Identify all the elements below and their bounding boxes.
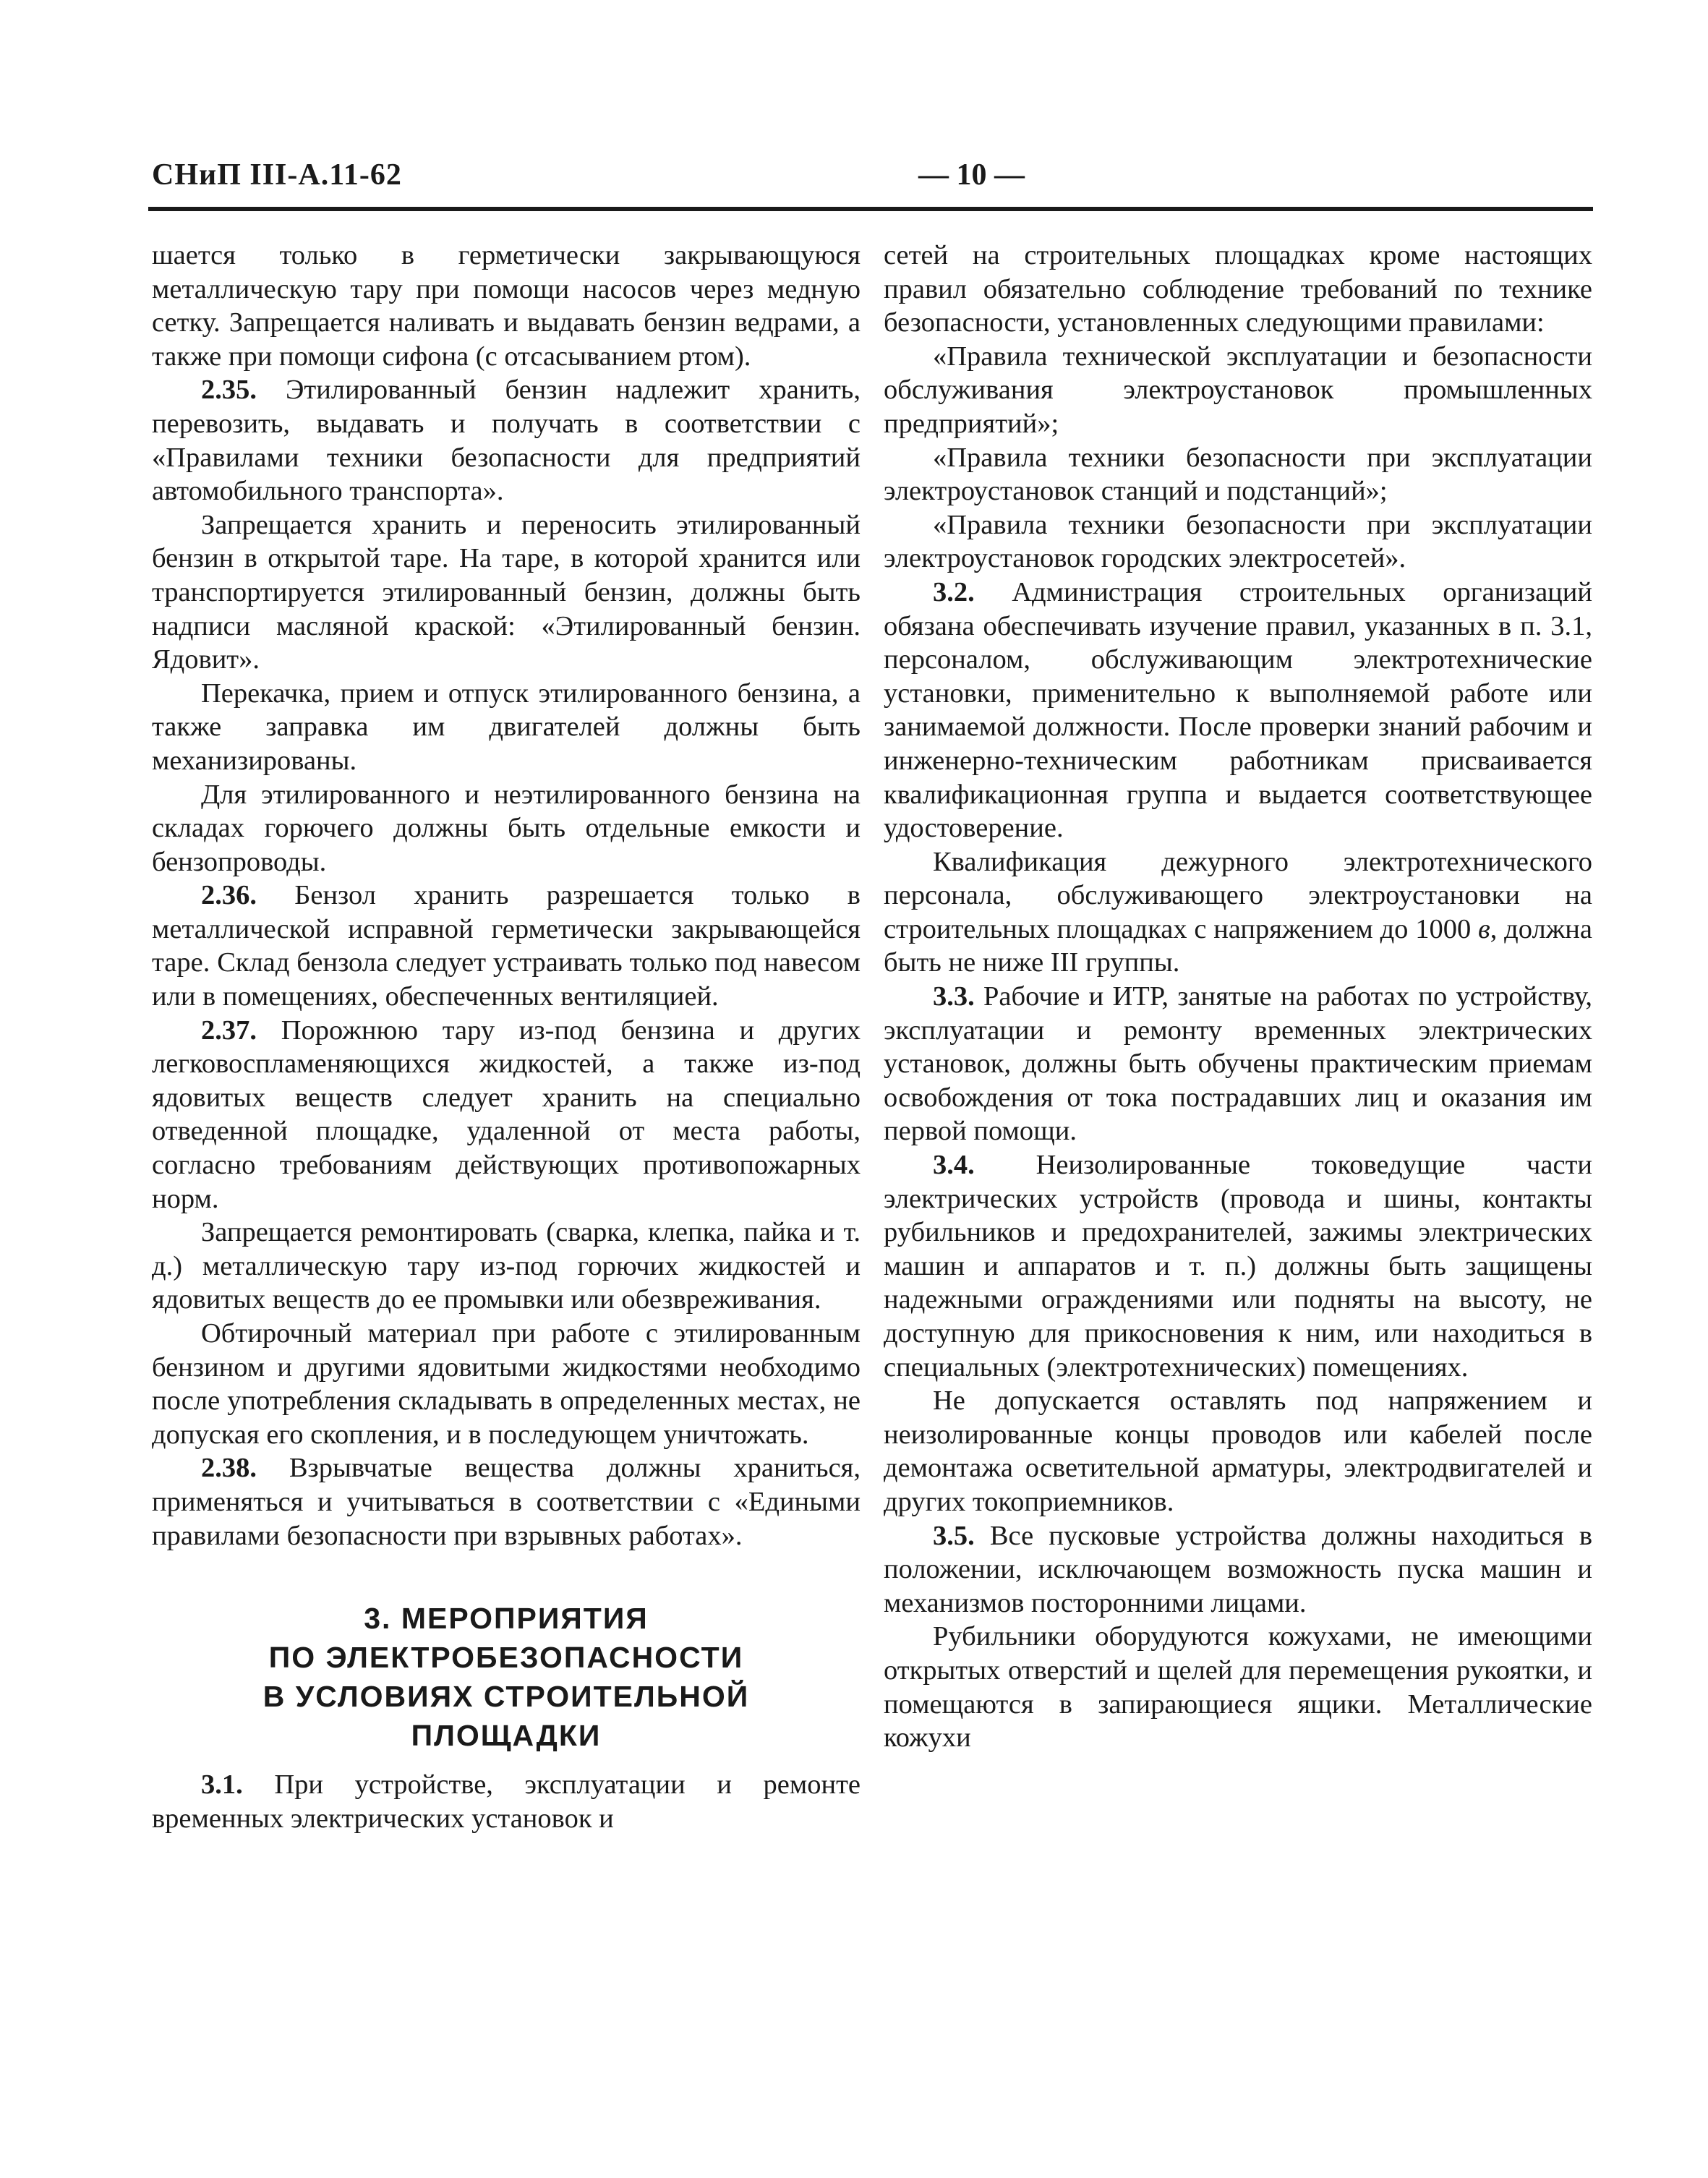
section-heading-line: ПО ЭЛЕКТРОБЕЗОПАСНОСТИ (268, 1641, 744, 1675)
page-header (152, 158, 1591, 201)
clause-number: 3.3. (933, 981, 975, 1012)
left-column (152, 239, 861, 1835)
section-heading-line: ПЛОЩАДКИ (411, 1719, 602, 1753)
clause-text: Порожнюю тару из-под бензина и других легковоспламеняющихся жидкостей, а также из-под ядовитых веществ следует хранить на специально отведенной площадке, удаленной от места работы, согласно требованиям действующих противопожарных норм. (152, 1015, 861, 1214)
clause-number: 2.37. (201, 1015, 257, 1046)
paragraph-text: Квалификация дежурного электротехнического персонала, обслуживающего электроустановки на строительных площадках с напряжением до 1000 (884, 846, 1592, 944)
quoted-rule: «Правила техники безопасности при эксплуатации электроустановок станций и подстанций»; (884, 442, 1592, 507)
document-code: СНиП III-А.11-62 (152, 158, 402, 192)
paragraph (884, 845, 1592, 980)
paragraph: шается только в герметически закрывающуюся металлическую тару при помощи насосов через медную сетку. Запрещается наливать и выдавать бензин ведрами, а также при помощи сифона (с отсасыванием ртом). (152, 240, 861, 372)
paragraph: Рубильники оборудуются кожухами, не имеющими открытых отверстий и щелей для перемещения рукоятки, и помещаются в запирающиеся ящики. Металлические кожухи (884, 1621, 1592, 1754)
clause-text: Этилированный бензин надлежит хранить, перевозить, выдавать и получать в соответствии с «Правилами техники безопасности для предприятий автомобильного транспорта». (152, 375, 861, 507)
clause-text: Рабочие и ИТР, занятые на работах по устройству, эксплуатации и ремонту временных электрических установок, должны быть обучены практическим приемам освобождения от тока пострадавших лиц и оказания им первой помощи. (884, 981, 1592, 1147)
section-heading (152, 1599, 861, 1755)
right-column (884, 239, 1592, 1755)
quoted-rule: «Правила технической эксплуатации и безопасности обслуживания электроустановок промышленных предприятий»; (884, 341, 1592, 439)
clause-3-4 (884, 1148, 1592, 1384)
paragraph-text: , должна быть не ниже III группы. (884, 913, 1592, 978)
header-rule (148, 207, 1593, 211)
clause-2-38 (152, 1451, 861, 1553)
section-heading-line: 3. МЕРОПРИЯТИЯ (364, 1602, 649, 1636)
paragraph: Запрещается хранить и переносить этилированный бензин в открытой таре. На таре, в которой хранится или транспортируется этилированный бензин, должны быть надписи масляной краской: «Этилированный бензин. Ядовит». (152, 509, 861, 675)
clause-text: Администрация строительных организаций обязана обеспечивать изучение правил, указанных в п. 3.1, персоналом, обслуживающим электротехнические установки, применительно к выполняемой работе или занимаемой должности. После проверки знаний рабочим и инженерно-техническим работникам присваивается квалификационная группа и выдается соответствующее удостоверение. (884, 576, 1592, 844)
clause-2-36 (152, 879, 861, 1013)
clause-text: Все пусковые устройства должны находиться в положении, исключающем возможность пуска машин и механизмов посторонними лицами. (884, 1520, 1592, 1618)
clause-3-3 (884, 980, 1592, 1148)
clause-number: 2.35. (201, 375, 257, 406)
clause-3-1 (152, 1768, 861, 1835)
clause-number: 3.5. (933, 1520, 975, 1551)
clause-number: 2.36. (201, 880, 257, 911)
paragraph: Не допускается оставлять под напряжением и неизолированные концы проводов или кабелей после демонтажа осветительной арматуры, электродвигателей и других токоприемников. (884, 1385, 1592, 1517)
clause-text: Бензол хранить разрешается только в металлической исправной герметически закрывающейся таре. Склад бензола следует устраивать только под навесом или в помещениях, обеспеченных вентиляцией. (152, 880, 861, 1012)
clause-text: Неизолированные токоведущие части электрических устройств (провода и шины, контакты рубильников и предохранителей, зажимы электрических машин и аппаратов и т. п.) должны быть защищены надежными ограждениями или подняты на высоту, не доступную для прикосновения к ним, или находиться в специальных (электротехнических) помещениях. (884, 1150, 1592, 1383)
quoted-rule: «Правила техники безопасности при эксплуатации электроустановок городских электросетей». (884, 509, 1592, 574)
unit-volt: в (1478, 913, 1490, 944)
clause-3-2 (884, 576, 1592, 845)
clause-number: 3.4. (933, 1150, 975, 1181)
clause-text: При устройстве, эксплуатации и ремонте временных электрических установок и (152, 1769, 861, 1834)
page-number: — 10 — (918, 158, 1025, 192)
paragraph: Запрещается ремонтировать (сварка, клепка, пайка и т. д.) металлическую тару из-под горючих жидкостей и ядовитых веществ до ее промывки или обезвреживания. (152, 1217, 861, 1315)
clause-2-35 (152, 373, 861, 508)
clause-number: 3.2. (933, 576, 975, 607)
paragraph: Обтирочный материал при работе с этилированным бензином и другими ядовитыми жидкостями необходимо после употребления складывать в определенных местах, не допуская его скопления, и в последующем уничтожать. (152, 1318, 861, 1450)
clause-number: 3.1. (201, 1769, 243, 1801)
clause-3-5 (884, 1519, 1592, 1620)
section-heading-line: В УСЛОВИЯХ СТРОИТЕЛЬНОЙ (262, 1680, 750, 1714)
clause-text: Взрывчатые вещества должны храниться, применяться и учитываться в соответствии с «Едиными правилами безопасности при взрывных работах». (152, 1453, 861, 1551)
paragraph: Перекачка, прием и отпуск этилированного бензина, а также заправка им двигателей должны быть механизированы. (152, 678, 861, 776)
clause-number: 2.38. (201, 1453, 257, 1484)
clause-2-37 (152, 1014, 861, 1216)
paragraph: Для этилированного и неэтилированного бензина на складах горючего должны быть отдельные емкости и бензопроводы. (152, 779, 861, 877)
paragraph: сетей на строительных площадках кроме настоящих правил обязательно соблюдение требований по технике безопасности, установленных следующими правилами: (884, 240, 1592, 338)
